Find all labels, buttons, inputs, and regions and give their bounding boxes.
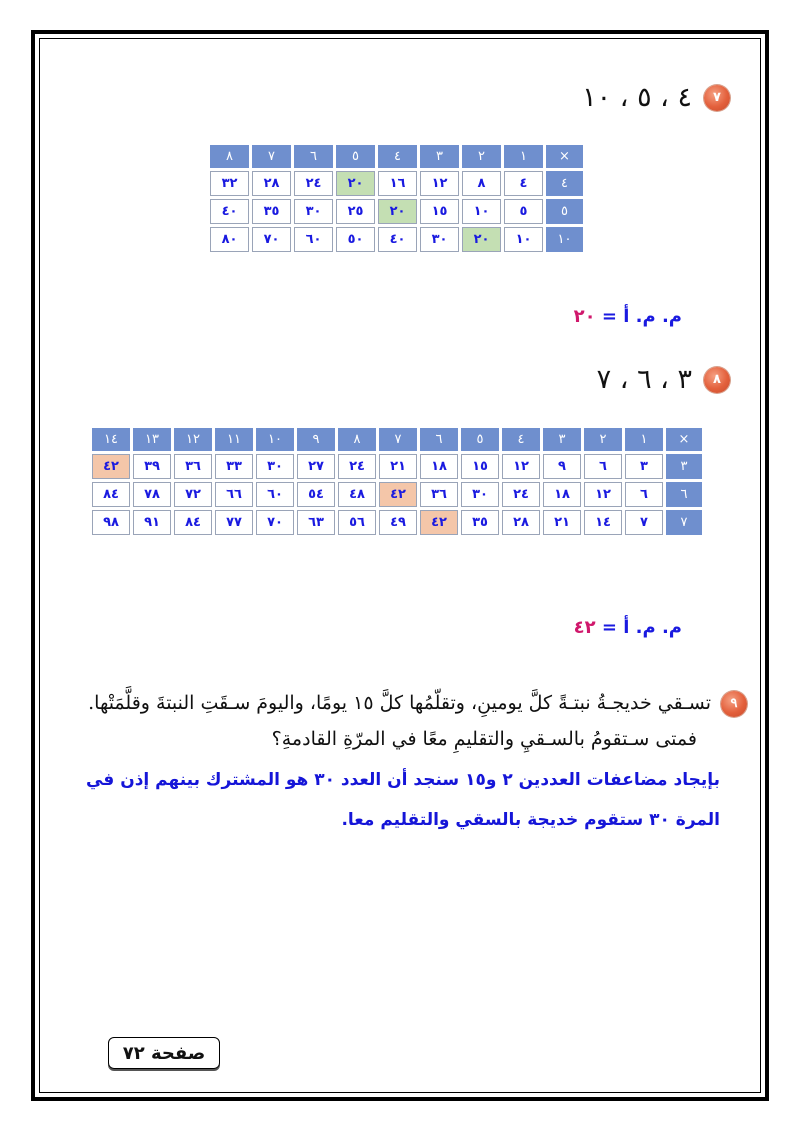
q8-table-cell: ٣٠ [256,454,294,479]
q7-table-cell: ٨ [462,171,501,196]
q7-table-cell: ٣٢ [210,171,249,196]
q8-header-cell: ٥ [461,428,499,451]
q7-table-row [210,171,583,196]
q8-header-cell: ١٠ [256,428,294,451]
q9-solution-line-2: المرة ٣٠ ستقوم خديجة بالسقي والتقليم معا. [341,810,720,830]
q8-answer [574,617,682,638]
q8-header-cell: ٣ [543,428,581,451]
q7-row-header-cell: ٥ [546,199,583,224]
q8-table-cell: ٦٣ [297,510,335,535]
q7-table-cell: ١٠ [462,199,501,224]
q8-table-row [92,510,702,535]
q7-table-cell: ٨٠ [210,227,249,252]
q8-header-cell: ٨ [338,428,376,451]
q7-table-cell: ٦٠ [294,227,333,252]
q8-table-cell: ٧٧ [215,510,253,535]
q7-table-cell: ٤ [504,171,543,196]
q8-table-cell: ٩ [543,454,581,479]
q8-header-row [92,428,702,451]
q8-table-cell: ٨٤ [92,482,130,507]
q7-answer [574,306,682,327]
q8-table-cell: ٢٨ [502,510,540,535]
q7-table-cell: ٧٠ [252,227,291,252]
q7-header-row [210,145,583,168]
q8-table-cell: ٣٩ [133,454,171,479]
q8-header-cell: ٩ [297,428,335,451]
q7-table-cell: ٣٥ [252,199,291,224]
q7-row-header-cell: ١٠ [546,227,583,252]
q9-problem [75,685,755,757]
q8-table-cell: ٣٦ [174,454,212,479]
q8-table-cell: ٩١ [133,510,171,535]
q7-table-cell: ٤٠ [210,199,249,224]
q8-table-cell: ١٨ [420,454,458,479]
q7-table-row [210,227,583,252]
q8-table-cell: ٢١ [379,454,417,479]
q8-table-row [92,482,702,507]
q8-multiples-table [89,425,705,538]
q7-table-cell: ٢٠ [378,199,417,224]
q7-table-cell: ٣٠ [420,227,459,252]
q8-table-cell: ٦٦ [215,482,253,507]
q8-header-cell: ١٣ [133,428,171,451]
q7-table-cell: ٢٠ [336,171,375,196]
q8-table-cell: ٥٦ [338,510,376,535]
q8-table-cell: ٤٩ [379,510,417,535]
q7-table-cell: ١٦ [378,171,417,196]
q7-table-cell: ١٢ [420,171,459,196]
q8-table-cell: ٣ [625,454,663,479]
q7-header-cell: ٨ [210,145,249,168]
q9-number-badge: ٩ [721,691,747,717]
q8-table-cell: ٩٨ [92,510,130,535]
q8-header-cell: ٦ [420,428,458,451]
q8-table-cell: ٤٨ [338,482,376,507]
q7-header-cell: ٥ [336,145,375,168]
q7-table-cell: ٥٠ [336,227,375,252]
q8-table-cell: ٧٨ [133,482,171,507]
q8-header-cell: ٢ [584,428,622,451]
q7-table-cell: ١٠ [504,227,543,252]
q7-row-header-cell: ٤ [546,171,583,196]
q8-table-cell: ٢٤ [502,482,540,507]
q8-header-cell: ٤ [502,428,540,451]
q7-table-cell: ٢٨ [252,171,291,196]
q8-table-cell: ٣٦ [420,482,458,507]
q7-table-cell: ٢٤ [294,171,333,196]
q7-header-cell: ٤ [378,145,417,168]
q7-table-cell: ٤٠ [378,227,417,252]
q7-header-cell: ٣ [420,145,459,168]
q7-numbers: ٤ ، ٥ ، ١٠ [582,82,692,113]
q8-table-cell: ٢٤ [338,454,376,479]
q8-table-cell: ١٤ [584,510,622,535]
q8-table-cell: ١٢ [502,454,540,479]
q7-multiples-table [207,142,586,255]
q8-table-cell: ٧ [625,510,663,535]
q7-header-cell: ٧ [252,145,291,168]
q8-header-cell: ١٢ [174,428,212,451]
q7-number-badge: ٧ [704,85,730,111]
q8-table-cell: ١٨ [543,482,581,507]
q7-answer-label: م. م. أ = [601,306,682,327]
q8-table-cell: ٤٢ [420,510,458,535]
q8-table-cell: ٨٤ [174,510,212,535]
q7-heading [582,82,730,113]
q8-table-cell: ٢٧ [297,454,335,479]
q7-table-cell: ٢٥ [336,199,375,224]
q8-table-cell: ٦ [584,454,622,479]
q7-header-cell: ١ [504,145,543,168]
q7-table-cell: ٢٠ [462,227,501,252]
q8-table-cell: ١٥ [461,454,499,479]
q8-table-cell: ٤٢ [92,454,130,479]
q7-answer-value: ٢٠ [573,306,596,327]
q8-row-header-cell: ٣ [666,454,702,479]
q8-table-cell: ٢١ [543,510,581,535]
q7-table-cell: ١٥ [420,199,459,224]
q8-table-cell: ٥٤ [297,482,335,507]
q9-line-1: تسـقي خديجـةُ نبتـةً كلَّ يومينِ، وتقلّمُها كلَّ ١٥ يومًا، واليومَ سـقَتِ النبتةَ وقلَّمَتْها. [88,692,711,714]
q8-table-cell: ٦٠ [256,482,294,507]
q9-line-2: فمتى سـتقومُ بالسـقيِ والتقليمِ معًا في المرّةِ القادمةِ؟ [271,728,697,750]
q8-row-header-cell: ٧ [666,510,702,535]
q8-table-cell: ٣٣ [215,454,253,479]
q7-header-cell: ٦ [294,145,333,168]
q9-solution [70,760,720,840]
q8-header-cell: × [666,428,702,451]
q8-header-cell: ١١ [215,428,253,451]
q8-answer-value: ٤٢ [573,617,596,638]
q8-table-cell: ٤٢ [379,482,417,507]
q8-table-cell: ٣٥ [461,510,499,535]
q7-table-cell: ٣٠ [294,199,333,224]
q7-table-cell: ٥ [504,199,543,224]
q8-table-row [92,454,702,479]
q7-table-row [210,199,583,224]
page-number-label: صفحة ٧٢ [122,1042,206,1064]
q8-header-cell: ١ [625,428,663,451]
q8-table-cell: ٧٢ [174,482,212,507]
q8-answer-label: م. م. أ = [601,617,682,638]
q7-header-cell: × [546,145,583,168]
q8-table-cell: ٧٠ [256,510,294,535]
q8-row-header-cell: ٦ [666,482,702,507]
q7-header-cell: ٢ [462,145,501,168]
q8-table-cell: ٣٠ [461,482,499,507]
page-number-tab [108,1037,220,1069]
q8-header-cell: ٧ [379,428,417,451]
q8-table-cell: ١٢ [584,482,622,507]
q8-table-cell: ٦ [625,482,663,507]
q9-solution-line-1: بإيجاد مضاعفات العددين ٢ و١٥ سنجد أن العدد ٣٠ هو المشترك بينهم إذن في [85,770,720,790]
q8-number-badge: ٨ [704,367,730,393]
q8-heading [597,364,730,395]
q8-header-cell: ١٤ [92,428,130,451]
q8-numbers: ٣ ، ٦ ، ٧ [596,364,692,395]
